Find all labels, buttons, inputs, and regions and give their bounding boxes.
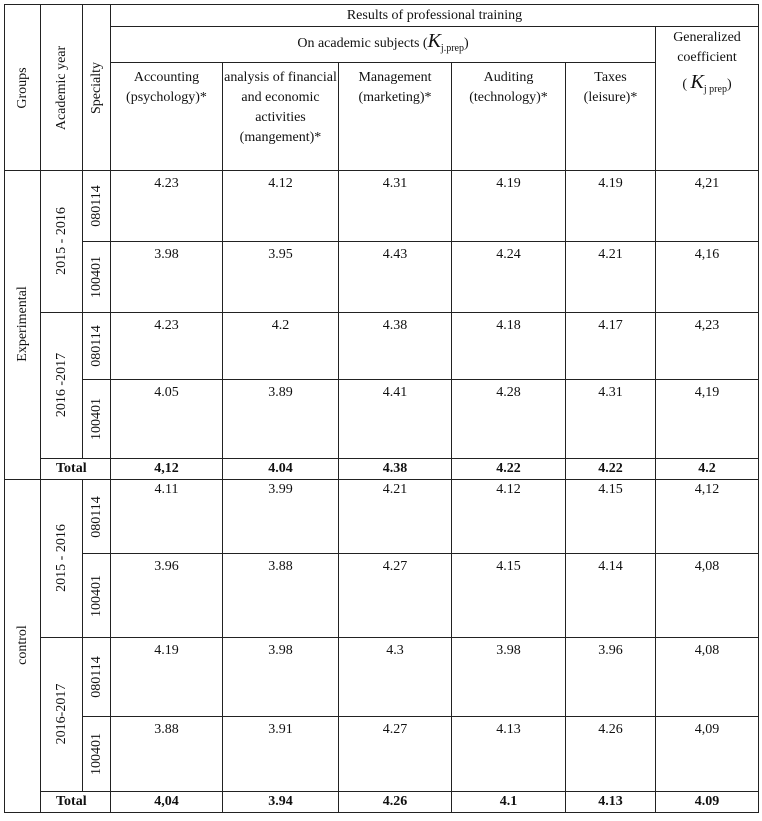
total-row [5,792,759,813]
specialty-code: 080114 [88,656,104,698]
total-cell: 4.22 [452,459,566,480]
value-cell: 4.19 [111,638,223,717]
specialty-code: 100401 [88,256,104,298]
total-cell: 3.94 [223,792,339,813]
specialty-header: Specialty [88,61,104,114]
table-row [5,638,759,717]
value-cell: 4.26 [566,717,656,792]
total-cell: 4.22 [566,459,656,480]
subject-header-taxes: Taxes (leisure)* [566,63,656,171]
group-name: Experimental [14,285,30,362]
academic-year-header-cell [41,5,83,171]
value-cell: 4.21 [339,480,452,554]
value-cell: 4.3 [339,638,452,717]
value-cell: 4,08 [656,638,759,717]
total-label: Total [41,459,111,480]
value-cell: 4.41 [339,380,452,459]
subjects-header-text: On academic subjects ( [297,36,428,51]
value-cell: 3.88 [223,554,339,638]
groups-header: Groups [14,66,30,109]
total-cell: 4,12 [111,459,223,480]
value-cell: 4.15 [452,554,566,638]
specialty-cell [83,717,111,792]
value-cell: 4.28 [452,380,566,459]
value-cell: 4.15 [566,480,656,554]
value-cell: 4.31 [339,171,452,242]
generalized-open: ( [682,77,688,92]
total-row [5,459,759,480]
year-label: 2016 -2017 [53,352,69,418]
year-cell [41,171,83,313]
table-row [5,380,759,459]
total-cell: 4.1 [452,792,566,813]
table-row [5,554,759,638]
specialty-cell [83,554,111,638]
specialty-cell [83,638,111,717]
results-table [4,4,759,813]
specialty-code: 080114 [88,185,104,227]
value-cell: 4,19 [656,380,759,459]
value-cell: 3.98 [223,638,339,717]
value-cell: 4.13 [452,717,566,792]
value-cell: 3.99 [223,480,339,554]
value-cell: 4.27 [339,554,452,638]
total-cell: 4.26 [339,792,452,813]
value-cell: 4.19 [452,171,566,242]
group-name: control [14,624,30,665]
value-cell: 4.21 [566,242,656,313]
value-cell: 4,16 [656,242,759,313]
total-cell: 4.13 [566,792,656,813]
value-cell: 4.31 [566,380,656,459]
group-cell [5,480,41,813]
generalized-line2: coefficient [677,50,737,65]
group-cell [5,171,41,480]
year-cell [41,638,83,792]
value-cell: 3.88 [111,717,223,792]
k-subscript: j.prep [440,43,464,54]
academic-year-header: Academic year [53,45,69,130]
total-cell: 4.38 [339,459,452,480]
value-cell: 3.98 [111,242,223,313]
value-cell: 3.89 [223,380,339,459]
total-cell: 4.2 [656,459,759,480]
year-label: 2015 - 2016 [53,524,69,592]
value-cell: 4.11 [111,480,223,554]
value-cell: 4,23 [656,313,759,380]
generalized-header [656,27,759,171]
value-cell: 4,08 [656,554,759,638]
total-label: Total [41,792,111,813]
subjects-header-close: ) [463,36,469,51]
total-cell: 4,04 [111,792,223,813]
value-cell: 3.96 [566,638,656,717]
value-cell: 4.12 [223,171,339,242]
value-cell: 4.18 [452,313,566,380]
table-row [5,717,759,792]
value-cell: 4,21 [656,171,759,242]
k-symbol: K [427,30,441,52]
subject-header-auditing: Auditing (technology)* [452,63,566,171]
value-cell: 4,12 [656,480,759,554]
table-row [5,480,759,554]
value-cell: 4.27 [339,717,452,792]
specialty-cell [83,242,111,313]
value-cell: 4.24 [452,242,566,313]
specialty-code: 100401 [88,574,104,617]
total-cell: 4.04 [223,459,339,480]
value-cell: 3.91 [223,717,339,792]
total-cell: 4.09 [656,792,759,813]
specialty-code: 080114 [88,495,104,538]
value-cell: 4.43 [339,242,452,313]
groups-header-cell [5,5,41,171]
specialty-cell [83,380,111,459]
specialty-cell [83,171,111,242]
specialty-cell [83,480,111,554]
subject-header-analysis: analysis of financial and economic activities (mangement)* [223,63,339,171]
value-cell: 4.2 [223,313,339,380]
generalized-line1: Generalized [673,30,741,45]
value-cell: 4.38 [339,313,452,380]
subjects-header [111,27,656,63]
specialty-header-cell [83,5,111,171]
year-label: 2016-2017 [53,683,69,745]
table-row [5,171,759,242]
year-label: 2015 - 2016 [53,207,69,275]
table-row [5,313,759,380]
value-cell: 4.05 [111,380,223,459]
specialty-cell [83,313,111,380]
year-cell [41,313,83,459]
value-cell: 4.12 [452,480,566,554]
subject-header-management: Management (marketing)* [339,63,452,171]
k-subscript-gen: j prep [703,84,727,95]
value-cell: 4.23 [111,171,223,242]
generalized-close: ) [726,77,732,92]
specialty-code: 100401 [88,398,104,440]
specialty-code: 080114 [88,325,104,367]
value-cell: 3.95 [223,242,339,313]
value-cell: 4.14 [566,554,656,638]
value-cell: 4.17 [566,313,656,380]
results-header: Results of professional training [111,5,759,27]
k-symbol-gen: K [690,71,704,93]
value-cell: 3.98 [452,638,566,717]
value-cell: 4.19 [566,171,656,242]
subject-header-accounting: Accounting (psychology)* [111,63,223,171]
value-cell: 3.96 [111,554,223,638]
specialty-code: 100401 [88,733,104,775]
table-row [5,242,759,313]
value-cell: 4,09 [656,717,759,792]
value-cell: 4.23 [111,313,223,380]
year-cell [41,480,83,638]
